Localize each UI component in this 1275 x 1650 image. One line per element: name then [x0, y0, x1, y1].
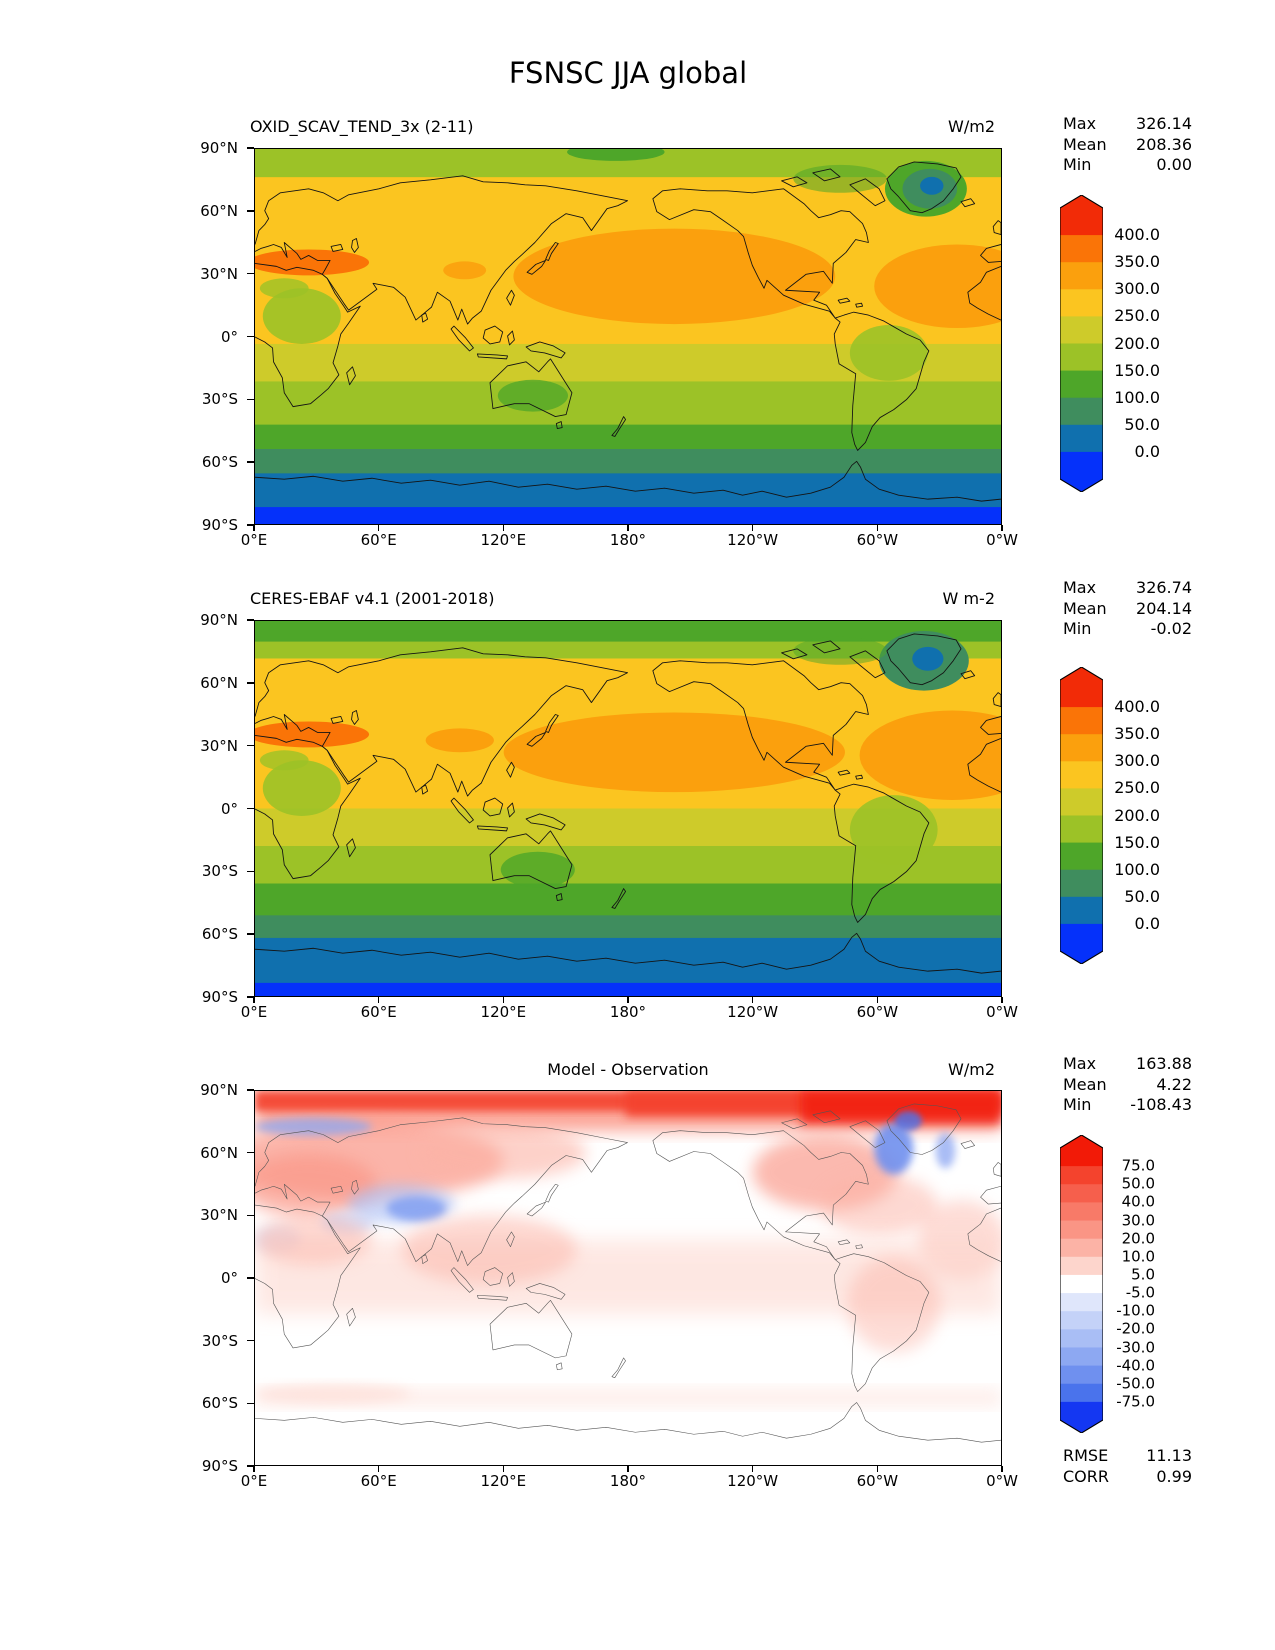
colorbar-tick-label: 50.0: [1124, 414, 1160, 434]
stat-row: Min -108.43: [1063, 1095, 1192, 1114]
panel-1-stats: [1063, 114, 1192, 176]
y-tick-label: 30°S: [201, 1331, 238, 1350]
colorbar-tick-label: -75.0: [1116, 1392, 1155, 1411]
skill-metrics: [1063, 1446, 1192, 1487]
y-tick-mark: [247, 461, 254, 463]
colorbar-tick-label: 100.0: [1114, 387, 1160, 407]
y-tick-mark: [247, 524, 254, 526]
colorbar-tick-label: 150.0: [1114, 832, 1160, 852]
y-tick-mark: [247, 210, 254, 212]
colorbar-panel-1: [1060, 195, 1160, 492]
x-axis-panel-3: [240, 1472, 1018, 1492]
x-tick-label: 120°W: [727, 531, 779, 549]
y-tick-mark: [247, 933, 254, 935]
colorbar-tick-label: 250.0: [1114, 778, 1160, 798]
y-tick-mark: [247, 1215, 254, 1217]
y-axis-panel-2: [140, 611, 246, 1006]
colorbar-tick-label: 400.0: [1114, 697, 1160, 717]
x-tick-mark: [253, 1466, 255, 1472]
panel-1-units: W/m2: [948, 117, 995, 136]
x-tick-mark: [378, 997, 380, 1003]
y-tick-label: 60°N: [200, 673, 238, 692]
stat-row: Max 326.74: [1063, 578, 1192, 597]
x-tick-label: 120°E: [480, 1472, 527, 1490]
colorbar-tick-label: 0.0: [1134, 441, 1160, 461]
x-tick-mark: [752, 525, 754, 531]
x-tick-mark: [752, 1466, 754, 1472]
colorbar-tick-label: 75.0: [1121, 1156, 1155, 1175]
x-tick-label: 0°E: [240, 531, 268, 549]
y-tick-mark: [247, 682, 254, 684]
y-tick-label: 30°N: [200, 264, 238, 283]
y-tick-mark: [247, 1152, 254, 1154]
x-tick-label: 60°E: [360, 531, 397, 549]
panel-3-stats: [1063, 1054, 1192, 1116]
stat-row: Mean 208.36: [1063, 134, 1192, 154]
colorbar-tick-label: -50.0: [1116, 1374, 1155, 1393]
y-tick-label: 60°N: [200, 201, 238, 220]
x-tick-label: 120°E: [480, 531, 527, 549]
colorbar-panel-2: [1060, 667, 1160, 964]
y-tick-mark: [247, 619, 254, 621]
colorbar-tick-label: 100.0: [1114, 859, 1160, 879]
x-tick-mark: [877, 1466, 879, 1472]
y-tick-label: 90°S: [201, 988, 238, 1006]
y-tick-mark: [247, 147, 254, 149]
y-tick-mark: [247, 745, 254, 747]
x-tick-label: 0°W: [986, 531, 1018, 549]
metric-row: RMSE 11.13: [1063, 1446, 1192, 1465]
x-tick-label: 180°: [609, 1003, 647, 1021]
colorbar-tick-label: 30.0: [1121, 1211, 1155, 1229]
world-map-model: [254, 148, 1002, 525]
x-tick-label: 0°E: [240, 1472, 268, 1490]
x-tick-mark: [627, 525, 629, 531]
stat-row: Max 163.88: [1063, 1054, 1192, 1073]
x-tick-label: 180°: [609, 1472, 647, 1490]
colorbar-tick-label: 50.0: [1124, 886, 1160, 906]
x-tick-label: 0°W: [986, 1003, 1018, 1021]
x-tick-label: 60°E: [360, 1472, 397, 1490]
colorbar-tick-label: -5.0: [1125, 1283, 1155, 1302]
colorbar-tick-label: 200.0: [1114, 333, 1160, 353]
x-tick-label: 120°W: [727, 1472, 779, 1490]
colorbar-tick-label: 350.0: [1114, 252, 1160, 272]
x-tick-mark: [1001, 997, 1003, 1003]
x-tick-mark: [627, 997, 629, 1003]
x-tick-mark: [877, 525, 879, 531]
x-tick-mark: [503, 525, 505, 531]
x-tick-mark: [877, 997, 879, 1003]
world-map-observation: [254, 620, 1002, 997]
colorbar-tick-label: 0.0: [1134, 913, 1160, 933]
y-tick-mark: [247, 808, 254, 810]
colorbar-tick-label: 20.0: [1121, 1229, 1155, 1248]
y-tick-label: 0°: [220, 1269, 238, 1287]
x-tick-label: 0°E: [240, 1003, 268, 1021]
world-map-difference: [254, 1090, 1002, 1466]
y-tick-label: 90°N: [200, 611, 238, 629]
y-tick-label: 60°S: [201, 453, 238, 472]
colorbar-tick-label: 300.0: [1114, 751, 1160, 771]
x-tick-mark: [627, 1466, 629, 1472]
colorbar-tick-label: 10.0: [1121, 1247, 1155, 1266]
panel-2-title: CERES-EBAF v4.1 (2001-2018): [250, 589, 495, 608]
panel-3-units: W/m2: [948, 1060, 995, 1079]
y-tick-label: 30°S: [201, 862, 238, 881]
y-tick-mark: [247, 1089, 254, 1091]
y-tick-mark: [247, 1403, 254, 1405]
x-tick-mark: [378, 1466, 380, 1472]
y-tick-mark: [247, 1277, 254, 1279]
colorbar-tick-label: -30.0: [1116, 1338, 1155, 1356]
colorbar-panel-3: [1060, 1135, 1155, 1433]
colorbar-tick-label: 350.0: [1114, 724, 1160, 744]
x-tick-label: 60°W: [856, 531, 899, 549]
y-tick-mark: [247, 399, 254, 401]
x-tick-label: 0°W: [986, 1472, 1018, 1490]
y-axis-panel-1: [140, 139, 246, 534]
colorbar-tick-label: 200.0: [1114, 805, 1160, 825]
y-tick-label: 60°S: [201, 1394, 238, 1413]
x-tick-label: 60°W: [856, 1472, 899, 1490]
panel-1-title: OXID_SCAV_TEND_3x (2-11): [250, 117, 474, 136]
stat-row: Max 326.14: [1063, 114, 1192, 133]
figure-title: FSNSC JJA global: [508, 56, 748, 90]
x-tick-mark: [503, 1466, 505, 1472]
y-tick-label: 30°N: [200, 736, 238, 755]
y-tick-mark: [247, 336, 254, 338]
y-tick-mark: [247, 273, 254, 275]
y-tick-label: 0°: [220, 327, 238, 346]
y-tick-label: 90°N: [200, 139, 238, 157]
x-tick-mark: [752, 997, 754, 1003]
panel-2-units: W m-2: [942, 589, 995, 608]
y-tick-label: 30°N: [200, 1206, 238, 1225]
metric-row: CORR 0.99: [1063, 1466, 1192, 1486]
y-tick-mark: [247, 871, 254, 873]
colorbar-tick-label: -10.0: [1116, 1301, 1155, 1320]
stat-row: Min 0.00: [1063, 155, 1192, 174]
y-tick-label: 0°: [220, 799, 238, 818]
colorbar-tick-label: 250.0: [1114, 306, 1160, 326]
x-axis-panel-2: [240, 1003, 1018, 1023]
y-tick-label: 90°S: [201, 516, 238, 534]
colorbar-tick-label: 50.0: [1121, 1174, 1155, 1193]
x-tick-mark: [1001, 1466, 1003, 1472]
x-tick-mark: [378, 525, 380, 531]
x-tick-mark: [253, 525, 255, 531]
y-tick-label: 60°S: [201, 925, 238, 944]
stat-row: Mean 4.22: [1063, 1074, 1192, 1094]
y-tick-label: 90°N: [200, 1081, 238, 1099]
panel-3-title: Model - Observation: [547, 1060, 709, 1079]
x-tick-mark: [1001, 525, 1003, 531]
stat-row: Min -0.02: [1063, 619, 1192, 638]
x-tick-label: 120°W: [727, 1003, 779, 1021]
colorbar-tick-label: 150.0: [1114, 360, 1160, 380]
colorbar-tick-label: -40.0: [1116, 1356, 1155, 1375]
y-tick-label: 30°S: [201, 390, 238, 409]
colorbar-tick-label: 300.0: [1114, 279, 1160, 299]
x-tick-mark: [253, 997, 255, 1003]
y-tick-mark: [247, 1340, 254, 1342]
x-tick-mark: [503, 997, 505, 1003]
colorbar-tick-label: -20.0: [1116, 1319, 1155, 1338]
colorbar-tick-label: 5.0: [1131, 1265, 1155, 1284]
stat-row: Mean 204.14: [1063, 598, 1192, 618]
x-tick-label: 120°E: [480, 1003, 527, 1021]
y-tick-label: 90°S: [201, 1457, 238, 1475]
panel-2-stats: [1063, 578, 1192, 640]
y-tick-mark: [247, 1465, 254, 1467]
x-tick-label: 180°: [609, 531, 647, 549]
y-tick-label: 60°N: [200, 1143, 238, 1162]
x-tick-label: 60°E: [360, 1003, 397, 1021]
x-tick-label: 60°W: [856, 1003, 899, 1021]
colorbar-tick-label: 400.0: [1114, 225, 1160, 245]
y-axis-panel-3: [140, 1081, 246, 1475]
colorbar-tick-label: 40.0: [1121, 1192, 1155, 1211]
x-axis-panel-1: [240, 531, 1018, 551]
y-tick-mark: [247, 996, 254, 998]
